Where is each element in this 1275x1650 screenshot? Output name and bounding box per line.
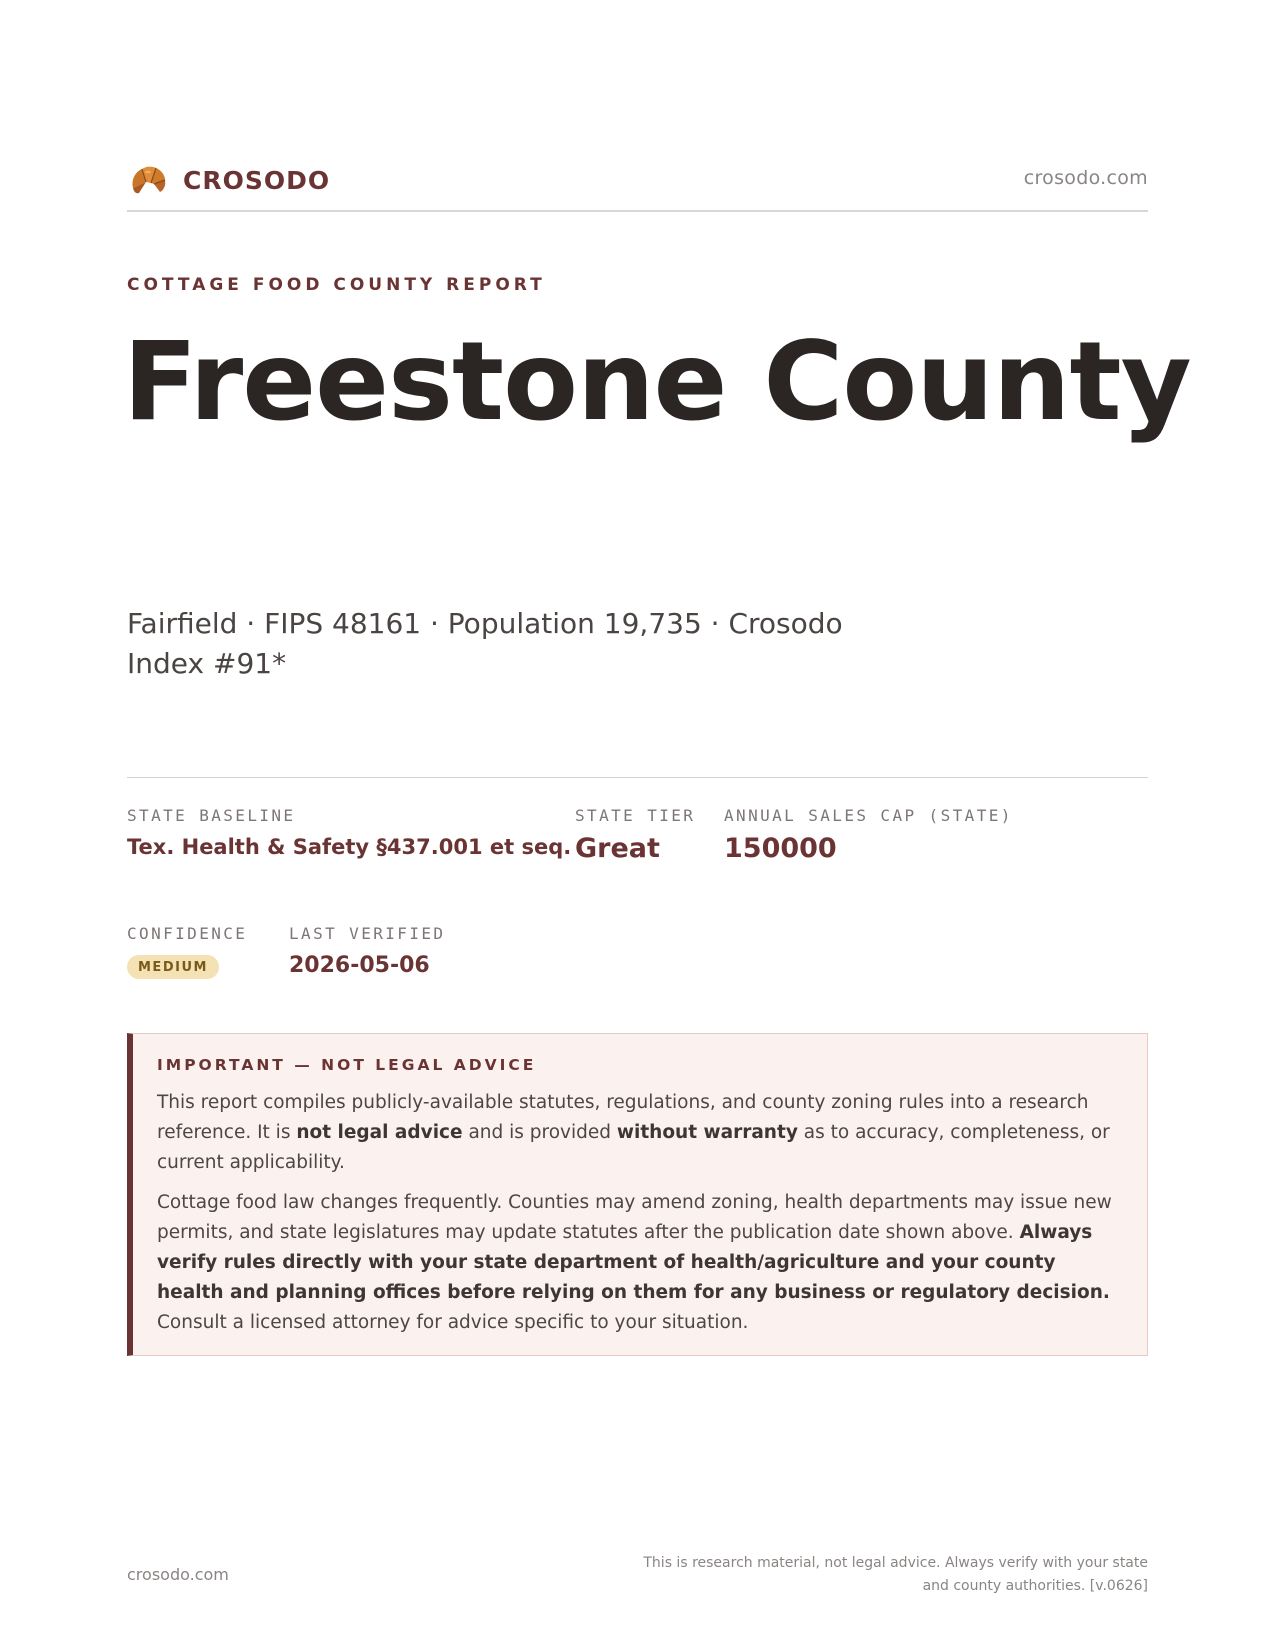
section-divider — [127, 777, 1148, 778]
page-title: Freestone County — [123, 318, 1191, 445]
stat-label: STATE BASELINE — [127, 806, 296, 825]
confidence-badge: MEDIUM — [127, 955, 219, 979]
emphasis-text: without warranty — [616, 1122, 798, 1143]
stat-value: Great — [575, 833, 660, 864]
stat-state-tier — [575, 806, 695, 864]
county-subtitle: Fairfield · FIPS 48161 · Population 19,735 · Crosodo Index #91* — [127, 607, 843, 680]
header-url-link[interactable]: crosodo.com — [1023, 167, 1148, 189]
footer-url-link[interactable]: crosodo.com — [127, 1565, 229, 1584]
stat-annual-sales-cap — [724, 806, 1013, 864]
emphasis-text: Always verify rules directly with your state department of health/agriculture and your county health and planning offices before relying on them for any business or regulatory decision. — [157, 1222, 1110, 1303]
stat-value: 150000 — [724, 833, 837, 864]
legal-disclaimer-box — [127, 1033, 1148, 1356]
text-span: Consult a licensed attorney for advice specific to your situation. — [157, 1312, 749, 1333]
stat-value: Tex. Health & Safety §437.001 et seq. — [127, 835, 572, 859]
text-span: This report compiles publicly-available statutes, regulations, and county zoning rules into a research reference. It is — [157, 1092, 1089, 1143]
header — [127, 158, 1148, 202]
disclaimer-paragraph — [157, 1188, 1121, 1338]
text-span: as to accuracy, completeness, or current applicability. — [157, 1122, 1110, 1173]
report-eyebrow: COTTAGE FOOD COUNTY REPORT — [127, 275, 546, 295]
stat-state-baseline — [127, 806, 571, 859]
brand[interactable] — [127, 158, 330, 202]
croissant-icon — [127, 158, 171, 202]
stat-label: STATE TIER — [575, 806, 696, 825]
stat-label: CONFIDENCE — [127, 924, 248, 943]
footer-disclaimer: This is research material, not legal advice. Always verify with your state and county authorities. [v.0626] — [643, 1555, 1148, 1594]
disclaimer-paragraph — [157, 1088, 1121, 1178]
stat-label: ANNUAL SALES CAP (STATE) — [724, 806, 1013, 825]
report-page — [123, 0, 1191, 1650]
brand-name: CROSODO — [183, 165, 331, 195]
header-divider — [127, 210, 1148, 212]
disclaimer-title: IMPORTANT — NOT LEGAL ADVICE — [157, 1056, 537, 1074]
stat-value: 2026-05-06 — [289, 953, 430, 978]
text-span: and is provided — [462, 1122, 617, 1143]
stat-label: LAST VERIFIED — [289, 924, 446, 943]
text-span: Cottage food law changes frequently. Counties may amend zoning, health departments may issue new permits, and state legislatures may update statutes after the publication date shown above. — [157, 1192, 1112, 1243]
stat-last-verified — [289, 924, 445, 978]
emphasis-text: not legal advice — [296, 1122, 463, 1143]
stat-confidence — [127, 924, 247, 979]
